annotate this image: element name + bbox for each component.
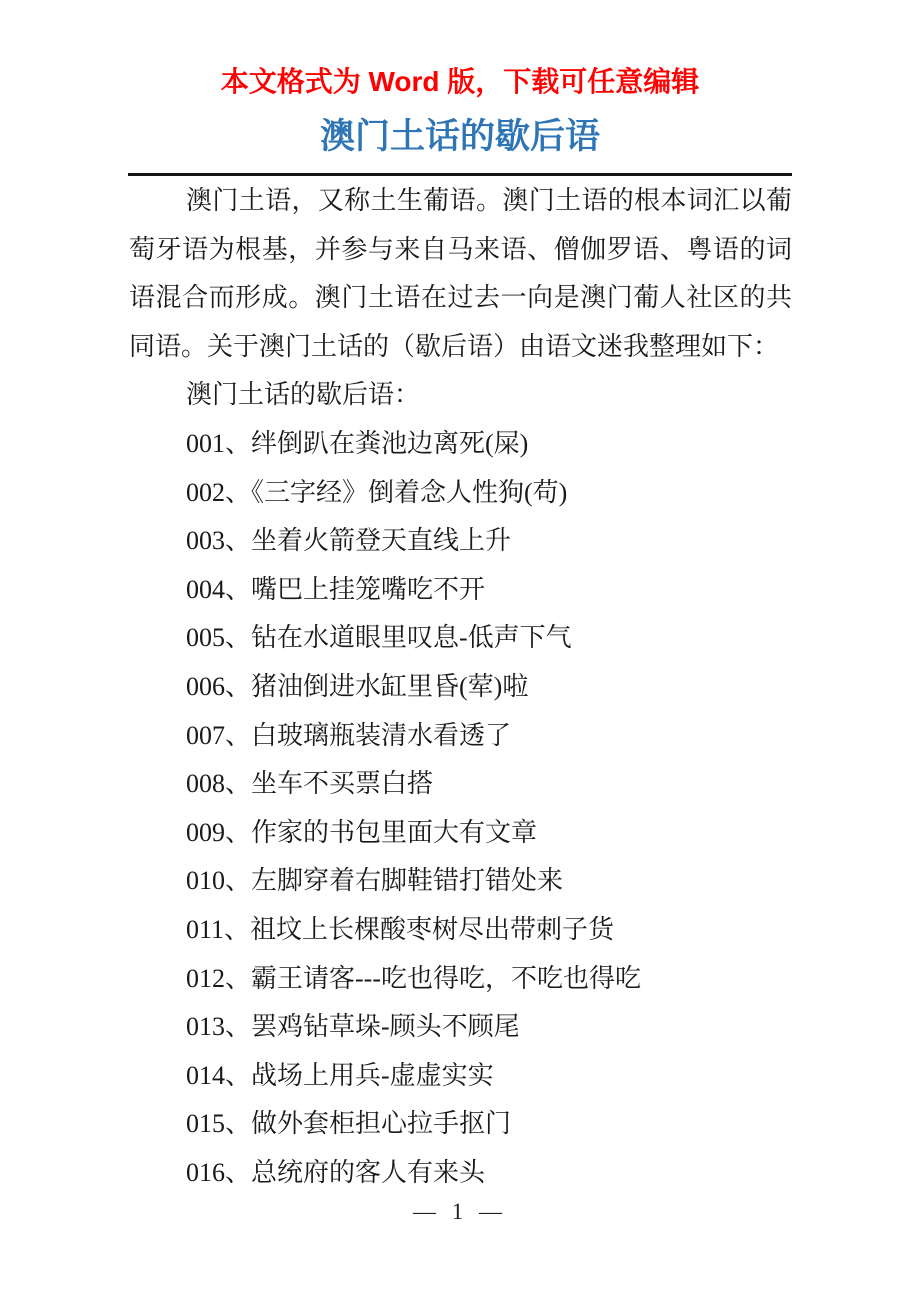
saying-item: 008、坐车不买票白搭 bbox=[186, 769, 434, 799]
saying-item: 009、作家的书包里面大有文章 bbox=[186, 817, 538, 847]
sayings-list-heading: 澳门土话的歇后语： bbox=[186, 380, 421, 410]
format-notice: 本文格式为 Word 版，下载可任意编辑 bbox=[220, 66, 700, 97]
sayings-list bbox=[129, 420, 792, 1198]
page-number: — 1 — bbox=[413, 1199, 507, 1224]
saying-item: 011、祖坟上长棵酸枣树尽出带刺子货 bbox=[186, 914, 615, 944]
saying-item: 003、坐着火箭登天直线上升 bbox=[186, 526, 512, 556]
document-body bbox=[129, 177, 792, 1197]
saying-item: 013、罢鸡钻草垛-顾头不顾尾 bbox=[186, 1012, 520, 1042]
saying-item: 014、战场上用兵-虚虚实实 bbox=[186, 1060, 494, 1090]
saying-item: 007、白玻璃瓶装清水看透了 bbox=[186, 720, 512, 750]
saying-item: 005、钻在水道眼里叹息-低声下气 bbox=[186, 623, 572, 653]
saying-item: 006、猪油倒进水缸里昏(荤)啦 bbox=[186, 671, 529, 701]
document-title: 澳门土话的歇后语 bbox=[319, 117, 600, 156]
saying-item: 010、左脚穿着右脚鞋错打错处来 bbox=[186, 866, 564, 896]
saying-item: 002、《三字经》倒着念人性狗(苟) bbox=[186, 477, 568, 507]
saying-item: 016、总统府的客人有来头 bbox=[186, 1157, 486, 1187]
saying-item: 012、霸王请客---吃也得吃，不吃也得吃 bbox=[186, 963, 641, 993]
saying-item: 001、绊倒趴在粪池边离死(屎) bbox=[186, 428, 529, 458]
saying-item: 004、嘴巴上挂笼嘴吃不开 bbox=[186, 574, 486, 604]
title-divider-rule bbox=[128, 173, 792, 176]
saying-item: 015、做外套柜担心拉手抠门 bbox=[186, 1109, 512, 1139]
intro-paragraph: 澳门土语，又称土生葡语。澳门土语的根本词汇以葡萄牙语为根基，并参与来自马来语、僧伽罗语、粤语的词语混合而形成。澳门土语在过去一向是澳门葡人社区的共同语。关于澳门土话的（歇后语）由语文迷我整理如下： bbox=[129, 186, 792, 361]
